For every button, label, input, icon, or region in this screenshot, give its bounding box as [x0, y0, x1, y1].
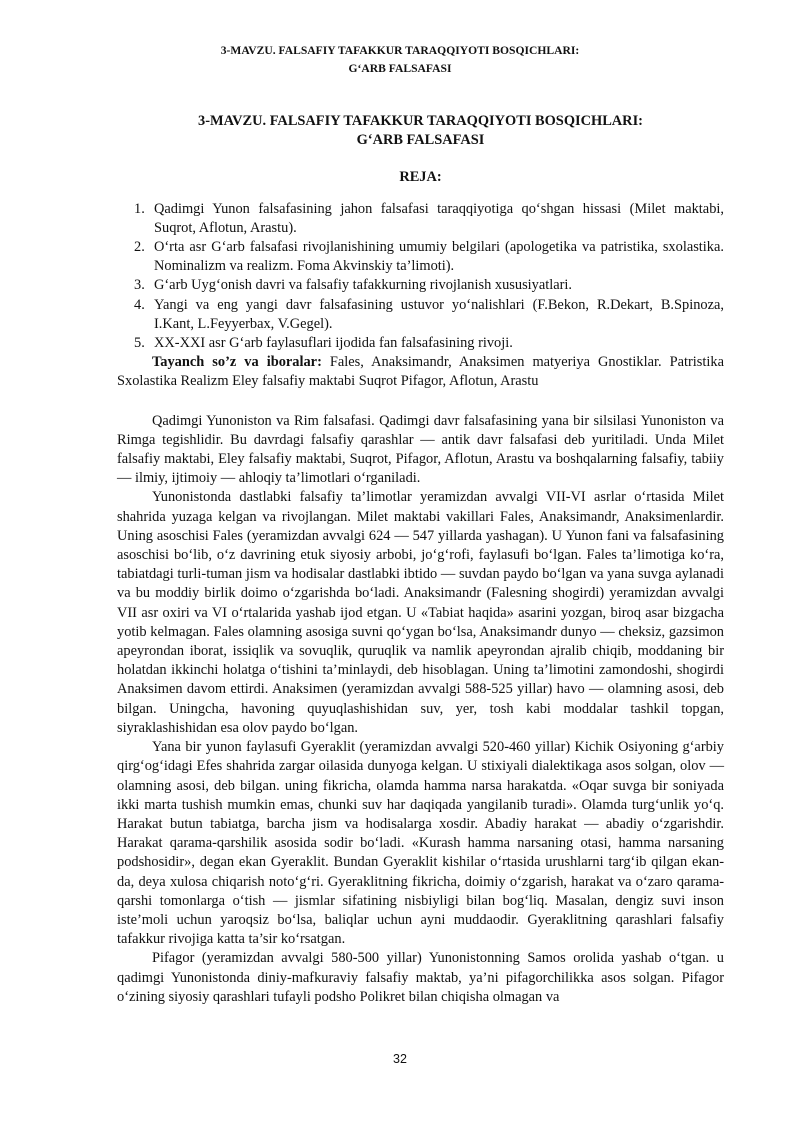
- main-content: [117, 112, 724, 1007]
- plan-item-text: Yangi va eng yangi davr falsafasining ustuvor yo‘nalishlari (F.Bekon, R.Dekart, B.Spinoza, I.Kant, L.Feyyerbax, V.Gegel).: [154, 296, 724, 332]
- plan-item-number: 4.: [134, 296, 145, 313]
- plan-item-number: 5.: [134, 335, 145, 352]
- plan-item-number: 3.: [134, 277, 145, 294]
- plan-item: [117, 276, 724, 295]
- body-paragraph: Qadimgi Yunoniston va Rim falsafasi. Qadimgi davr falsafasining yana bir silsilasi Yunoniston va Rimga tegishlidir. Bu davrdagi falsafiy qarashlar — antik davr falsafasi deb yuritiladi. Unda Milet falsafiy maktabi, Eley falsafiy maktabi, Suqrot, Pifagor, Aflotun, Arastu va boshqalarning falsafiy, tabiiy — ilmiy, ijtimoiy — ahloqiy ta’limotlari o‘rganiladi.: [117, 412, 724, 487]
- running-header-line-1: 3-MAVZU. FALSAFIY TAFAKKUR TARAQQIYOTI BOSQICHLARI:: [220, 44, 580, 57]
- chapter-title-line-1: 3-MAVZU. FALSAFIY TAFAKKUR TARAQQIYOTI BOSQICHLARI:: [198, 113, 643, 129]
- plan-item: [117, 238, 724, 276]
- keywords-paragraph: [117, 353, 724, 391]
- keywords-label: Tayanch so’z va iboralar:: [152, 354, 322, 371]
- plan-item: [117, 200, 724, 238]
- plan-heading: REJA:: [399, 169, 442, 186]
- keywords-text: Fales, Anaksimandr, Anaksimen matyeriya Gnostiklar. Patristika Sxolastika Realizm Eley falsafiy maktabi Suqrot Pifagor, Aflotun, Arastu: [117, 354, 724, 390]
- body-paragraph: Yunonistonda dastlabki falsafiy ta’limotlar yeramizdan avvalgi VII-VI asrlar o‘rtasida Milet shahrida yuzaga kelgan va rivojlangan. Milet maktabi vakillari Fales, Anaksimandr, Anaksimenlardir. Uning asoschisi Fales (yeramizdan avvalgi 624 — 547 yillarda yashagan). U Yunon fani va falsafasining asoschisi bo‘lib, o‘z davrining etuk siyosiy arbobi, jo‘g‘rofi, faylasufi bo‘lgan. Fales ta’limotiga ko‘ra, tabiatdagi turli-tuman jism va hodisalar dastlabki ibtido — suvdan paydo bo‘lgan va yana suvga aylanadi va bu moddiy birlik doimo o‘zgarishda bo‘ladi. Anaksimandr (Falesning shogirdi) yeramizdan avvalgi VII asr oxiri va VI o‘rtalarida yashab ijod etgan. U «Tabiat haqida» asarini yozgan, biroq asar bizgacha yotib kelmagan. Fales olamning asosiga suvni qo‘ygan bo‘lsa, Anaksimandr dunyo — cheksiz, gazsimon apeyrondan iborat, issiqlik va sovuqlik, quruqlik va namlik apeyrondan ajralib chiqib, moddaning bir holatdan ikkinchi holatga o‘tishini ta’minlaydi, deb hisoblagan. Uning ta’limotini zamondoshi, shogirdi Anaksimen davom ettirdi. Anaksimen (yeramizdan avvalgi 588-525 yillar) havo — olamning asosi, deb bilgan. Uningcha, havoning quyuqlashishidan suv, yer, tosh kabi moddalar tashkil topgan, siyraklashishidan esa olov paydo bo‘lgan.: [117, 489, 724, 736]
- plan-item-text: G‘arb Uyg‘onish davri va falsafiy tafakkurning rivojlanish xususiyatlari.: [154, 277, 573, 294]
- plan-item: [117, 296, 724, 334]
- running-header: [0, 42, 800, 78]
- body-paragraph: Pifagor (yeramizdan avvalgi 580-500 yillar) Yunonistonning Samos orolida yashab o‘tgan. u qadimgi Yunonistonda diniy-mafkuraviy falsafiy maktab, ya’ni pifagorchilikka asos solgan. Pifagor o‘zining siyosiy qarashlari tufayli podsho Polikret bilan chiqisha olmagan va: [117, 950, 724, 1005]
- running-header-line-2: G‘ARB FALSAFASI: [348, 62, 452, 75]
- plan-item-text: Qadimgi Yunon falsafasining jahon falsafasi taraqqiyotiga qo‘shgan hissasi (Milet maktabi, Suqrot, Aflotun, Arastu).: [154, 200, 724, 236]
- plan-list: [117, 200, 724, 354]
- plan-item-text: O‘rta asr G‘arb falsafasi rivojlanishining umumiy belgilari (apologetika va patristika, sxolastika. Nominalizm va realizm. Foma Akvinskiy ta’limoti).: [154, 239, 724, 275]
- plan-item-number: 2.: [134, 239, 145, 256]
- plan-item-number: 1.: [134, 200, 145, 217]
- body-paragraph: Yana bir yunon faylasufi Gyeraklit (yeramizdan avvalgi 520-460 yillar) Kichik Osiyoning g‘arbiy qirg‘og‘idagi Efes shahrida zargar oilasida dunyoga kelgan. U stixiyali dialektikaga asos solgan, olov — olamning asosi, deb bilgan. uning fikricha, olamda hamma narsa harakatda. «Oqar suvga bir soniyada ikki marta tushish mumkin emas, chunki suv har daqiqada yangilanib turadi». Olamda turg‘unlik yo‘q. Harakat butun tabiatga, barcha jism va hodisalarga xosdir. Abadiy harakat — abadiy o‘zgarishdir. Harakat qarama-qarshilik asosida sodir bo‘ladi. «Kurash hamma narsaning otasi, hamma narsaning podshosidir», degan ekan Gyeraklit. Bundan Gyeraklit kishilar o‘rtasida urushlarni targ‘ib qilgan ekan-da, deya xulosa chiqarish noto‘g‘ri. Gyeraklitning fikricha, doimiy o‘zgarish, harakat va o‘zaro qarama-qarshi tomonlarga o‘tish — jismlar sifatining nisbiyligi bilan bog‘liq. Masalan, dengiz suvi inson iste’moli uchun yaroqsiz bo‘lsa, baliqlar uchun ayni muddaodir. Gyeraklitning qarashlari falsafiy tafakkur rivojiga katta ta’sir ko‘rsatgan.: [117, 739, 724, 948]
- plan-item: [117, 334, 724, 353]
- page-number: 32: [393, 1052, 407, 1066]
- plan-item-text: XX-XXI asr G‘arb faylasuflari ijodida fan falsafasining rivoji.: [154, 335, 513, 352]
- chapter-title: [117, 112, 724, 150]
- chapter-title-line-2: G‘ARB FALSAFASI: [356, 132, 485, 149]
